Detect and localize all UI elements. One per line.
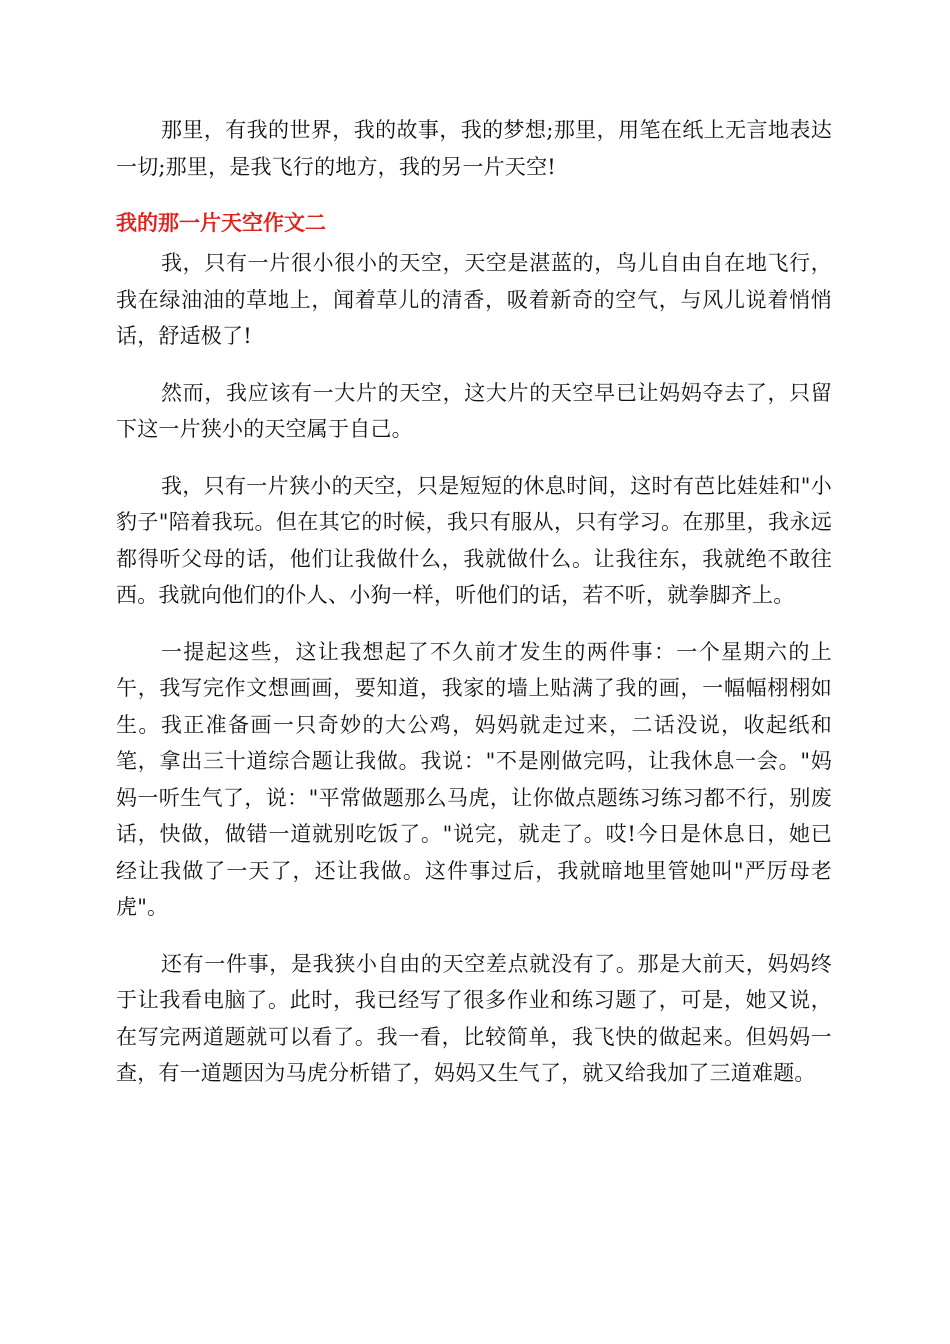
body-paragraph-3: 我，只有一片狭小的天空，只是短短的休息时间，这时有芭比娃娃和"小豹子"陪着我玩。但在其它的时候，我只有服从，只有学习。在那里，我永远都得听父母的话，他们让我做什么，我就做什么。让我往东，我就绝不敢往西。我就向他们的仆人、小狗一样，听他们的话，若不听，就拳脚齐上。: [116, 473, 832, 607]
body-paragraph-5: 还有一件事，是我狭小自由的天空差点就没有了。那是大前天，妈妈终于让我看电脑了。此时，我已经写了很多作业和练习题了，可是，她又说，在写完两道题就可以看了。我一看，比较简单，我飞快的做起来。但妈妈一查，有一道题因为马虎分析错了，妈妈又生气了，就又给我加了三道难题。: [116, 951, 832, 1085]
intro-paragraph: 那里，有我的世界，我的故事，我的梦想;那里，用笔在纸上无言地表达一切;那里，是我飞行的地方，我的另一片天空!: [116, 118, 832, 179]
body-paragraph-2: 然而，我应该有一大片的天空，这大片的天空早已让妈妈夺去了，只留下这一片狭小的天空属于自己。: [116, 380, 832, 441]
body-paragraph-1: 我，只有一片很小很小的天空，天空是湛蓝的，鸟儿自由自在地飞行，我在绿油油的草地上，闻着草儿的清香，吸着新奇的空气，与风儿说着悄悄话，舒适极了!: [116, 251, 832, 348]
body-paragraph-4: 一提起这些，这让我想起了不久前才发生的两件事：一个星期六的上午，我写完作文想画画，要知道，我家的墙上贴满了我的画，一幅幅栩栩如生。我正准备画一只奇妙的大公鸡，妈妈就走过来，二话没说，收起纸和笔，拿出三十道综合题让我做。我说："不是刚做完吗，让我休息一会。"妈妈一听生气了，说："平常做题那么马虎，让你做点题练习练习都不行，别废话，快做，做错一道就别吃饭了。"说完，就走了。哎!今日是休息日，她已经让我做了一天了，还让我做。这件事过后，我就暗地里管她叫"严厉母老虎"。: [116, 639, 832, 919]
document-body: [116, 112, 832, 1112]
section-heading: 我的那一片天空作文二: [116, 211, 326, 235]
